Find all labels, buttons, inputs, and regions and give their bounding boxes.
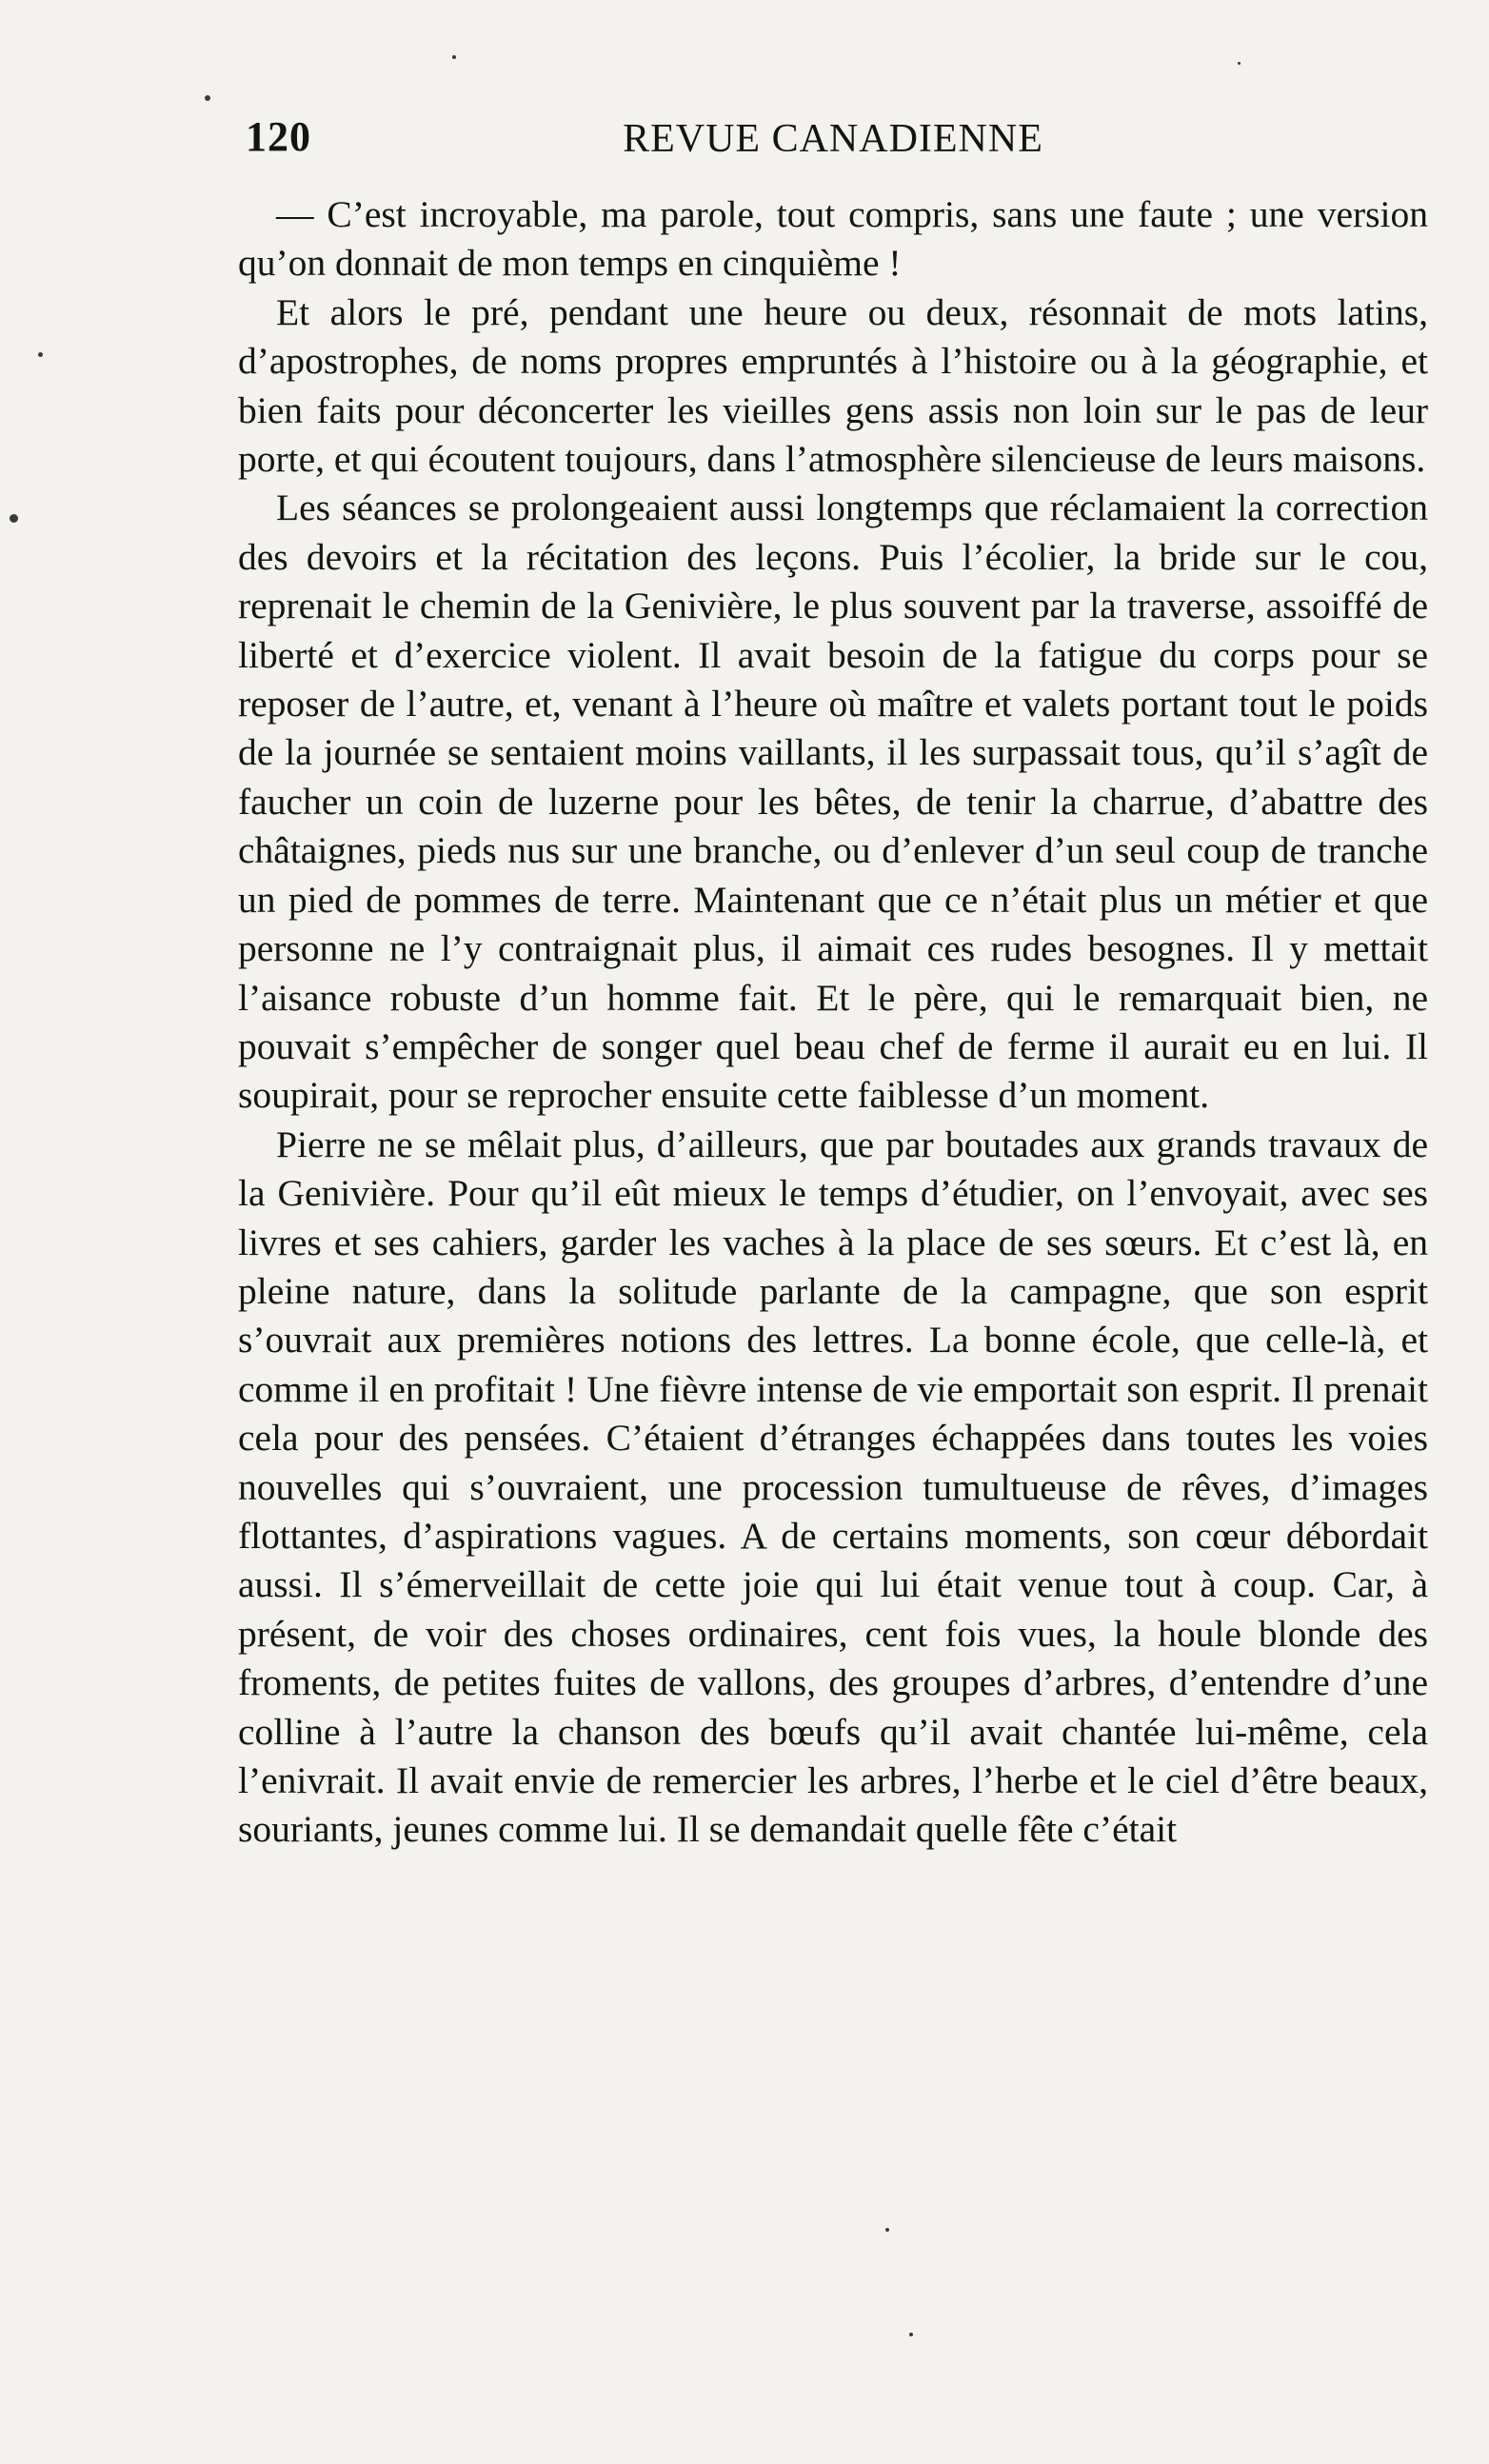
- body-text: [238, 190, 1428, 1855]
- scan-speck: [885, 2228, 889, 2232]
- page-number: 120: [246, 113, 311, 160]
- paragraph-pierre: Pierre ne se mêlait plus, d’ailleurs, que par boutades aux grands travaux de la Genivière. Pour qu’il eût mieux le temps d’étudier, on l’envoyait, avec ses livres et ses cahiers, garder les vaches à la place de ses sœurs. Et c’est là, en pleine nature, dans la solitude parlante de la campagne, que son esprit s’ouvrait aux premières notions des lettres. La bonne école, que celle-là, et comme il en profitait ! Une fièvre intense de vie emportait son esprit. Il prenait cela pour des pensées. C’étaient d’étranges échappées dans toutes les voies nouvelles qui s’ouvraient, une procession tumultueuse de rêves, d’images flottantes, d’aspirations vagues. A de certains moments, son cœur débordait aussi. Il s’émerveillait de cette joie qui lui était venue tout à coup. Car, à présent, de voir des choses ordinaires, cent fois vues, la houle blonde des froments, de petites fuites de vallons, des groupes d’arbres, d’entendre d’une colline à l’autre la chanson des bœufs qu’il avait chantée lui-même, cela l’enivrait. Il avait envie de remercier les arbres, l’herbe et le ciel d’être beaux, souriants, jeunes comme lui. Il se demandait quelle fête c’était: [238, 1123, 1428, 1851]
- scan-speck: [1238, 62, 1241, 65]
- scan-speck: [909, 2333, 913, 2336]
- scan-speck: [38, 352, 43, 357]
- scan-speck: [452, 55, 456, 59]
- paragraph-dialogue: — C’est incroyable, ma parole, tout compris, sans une faute ; une version qu’on donnait de mon temps en cinquième !: [238, 193, 1428, 285]
- paragraph-sessions: Les séances se prolongeaient aussi longtemps que réclamaient la correction des devoirs et la récitation des leçons. Puis l’écolier, la bride sur le cou, reprenait le chemin de la Genivière, le plus souvent par la traverse, assoiffé de liberté et d’exercice violent. Il avait besoin de la fatigue du corps pour se reposer de l’autre, et, venant à l’heure où maître et valets portant tout le poids de la journée se sentaient moins vaillants, il les surpassait tous, qu’il s’agît de faucher un coin de luzerne pour les bêtes, de tenir la charrue, d’abattre des châtaignes, pieds nus sur une branche, ou d’enlever d’un seul coup de tranche un pied de pommes de terre. Maintenant que ce n’était plus un métier et que personne ne l’y contraignait plus, il aimait ces rudes besognes. Il y mettait l’aisance robuste d’un homme fait. Et le père, qui le remarquait bien, ne pouvait s’empêcher de songer quel beau chef de ferme il aurait eu en lui. Il soupirait, pour se reprocher ensuite cette faiblesse d’un moment.: [238, 487, 1428, 1117]
- scan-speck: [205, 95, 210, 101]
- paragraph-meadow: Et alors le pré, pendant une heure ou deux, résonnait de mots latins, d’apostrophes, de noms propres empruntés à l’histoire ou à la géographie, et bien faits pour déconcerter les vieilles gens assis non loin sur le pas de leur porte, et qui écoutent toujours, dans l’atmosphère silencieuse de leurs maisons.: [238, 290, 1428, 481]
- scan-speck: [10, 514, 18, 523]
- running-head: REVUE CANADIENNE: [623, 117, 1043, 161]
- page-header: [238, 112, 1428, 179]
